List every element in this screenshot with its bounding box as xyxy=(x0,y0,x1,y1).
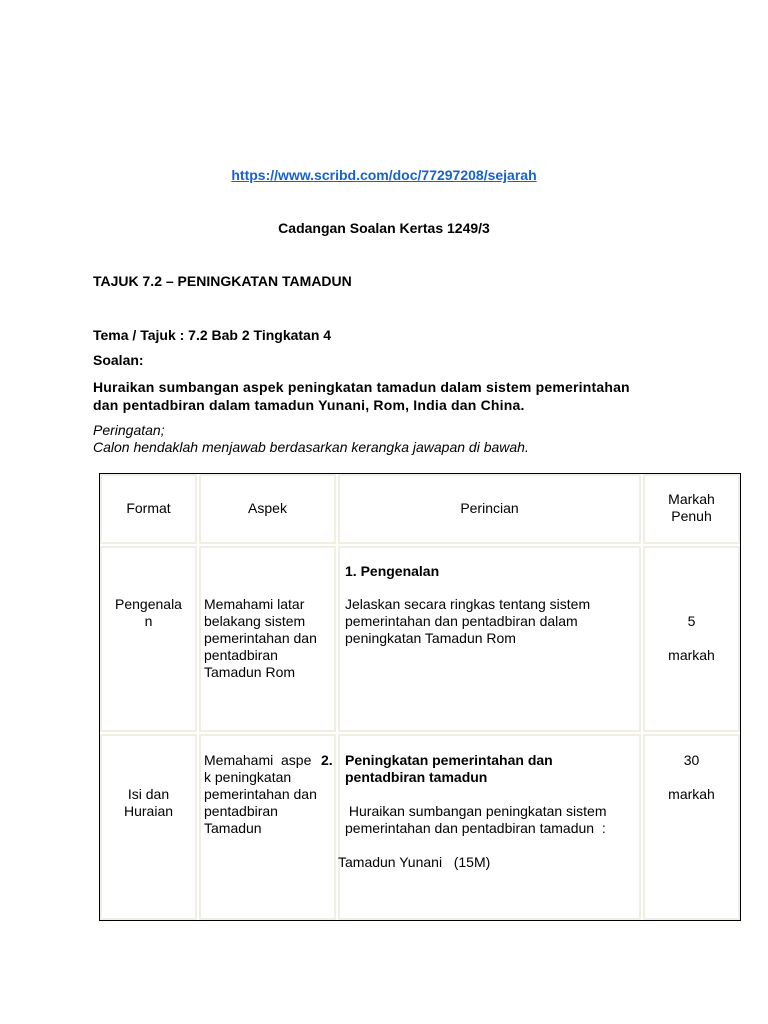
row2-aspect-line: Memahami aspe xyxy=(204,752,312,768)
header-aspect: Aspek xyxy=(248,500,287,516)
row2-aspect-line: pemerintahan dan xyxy=(204,786,317,802)
row2-detail-line: pemerintahan dan pentadbiran tamadun : xyxy=(345,820,606,836)
row1-cell-format xyxy=(100,546,197,732)
row1-format-line-1: Pengenala xyxy=(115,596,182,612)
question-text xyxy=(93,378,693,414)
row1-aspect-line: pemerintahan dan xyxy=(204,630,317,646)
row1-marks-value: 5 xyxy=(687,613,696,629)
question-line-1: Huraikan sumbangan aspek peningkatan tamadun dalam sistem pemerintahan xyxy=(93,379,630,395)
proposal-title: Cadangan Soalan Kertas 1249/3 xyxy=(278,220,490,236)
warning-title: Peringatan; xyxy=(93,422,165,438)
warning-text: Calon hendaklah menjawab berdasarkan kerangka jawapan di bawah. xyxy=(93,439,529,455)
row1-marks-unit: markah xyxy=(668,647,715,663)
row1-aspect-line: Memahami latar xyxy=(204,596,305,612)
row2-format-line-2: Huraian xyxy=(123,803,174,819)
row1-detail-line: pemerintahan dan pentadbiran dalam xyxy=(345,613,578,629)
row1-format-line-2: n xyxy=(144,613,153,629)
answer-framework-table xyxy=(99,473,741,921)
question-label: Soalan: xyxy=(93,352,144,368)
row2-marks-unit: markah xyxy=(668,786,715,802)
row2-civilization-label: Tamadun Yunani (15M) xyxy=(338,854,491,870)
row2-detail-line: Huraikan sumbangan peningkatan sistem xyxy=(345,803,607,819)
question-line-2: dan pentadbiran dalam tamadun Yunani, Rom, India dan China. xyxy=(93,397,525,413)
header-detail: Perincian xyxy=(460,500,519,516)
row1-detail-heading: 1. Pengenalan xyxy=(345,563,440,579)
row1-detail-line: Jelaskan secara ringkas tentang sistem xyxy=(345,596,591,612)
row2-detail-heading-line-2: pentadbiran tamadun xyxy=(345,769,488,785)
row1-aspect-line: belakang sistem xyxy=(204,613,306,629)
row2-aspect-line: pentadbiran xyxy=(204,803,278,819)
row2-marks-value: 30 xyxy=(683,752,700,768)
theme-heading: Tema / Tajuk : 7.2 Bab 2 Tingkatan 4 xyxy=(93,327,332,343)
row2-detail-heading-line-1: Peningkatan pemerintahan dan xyxy=(345,752,553,768)
row2-aspect-line: k peningkatan xyxy=(204,769,292,785)
row2-format-line-1: Isi dan xyxy=(127,786,170,802)
source-link[interactable]: https://www.scribd.com/doc/77297208/sejarah xyxy=(231,167,537,183)
row1-detail-line: peningkatan Tamadun Rom xyxy=(345,630,516,646)
header-marks-line-2: Penuh xyxy=(671,508,712,524)
header-format: Format xyxy=(126,500,171,516)
row2-aspect-line: Tamadun xyxy=(204,820,262,836)
row2-cell-format xyxy=(100,734,197,920)
row1-aspect-line: Tamadun Rom xyxy=(204,664,296,680)
row1-cell-marks xyxy=(643,546,740,732)
row2-detail-heading-number: 2. xyxy=(321,752,333,768)
topic-heading: TAJUK 7.2 – PENINGKATAN TAMADUN xyxy=(93,273,352,289)
header-marks-line-1: Markah xyxy=(668,491,715,507)
row1-aspect-line: pentadbiran xyxy=(204,647,278,663)
